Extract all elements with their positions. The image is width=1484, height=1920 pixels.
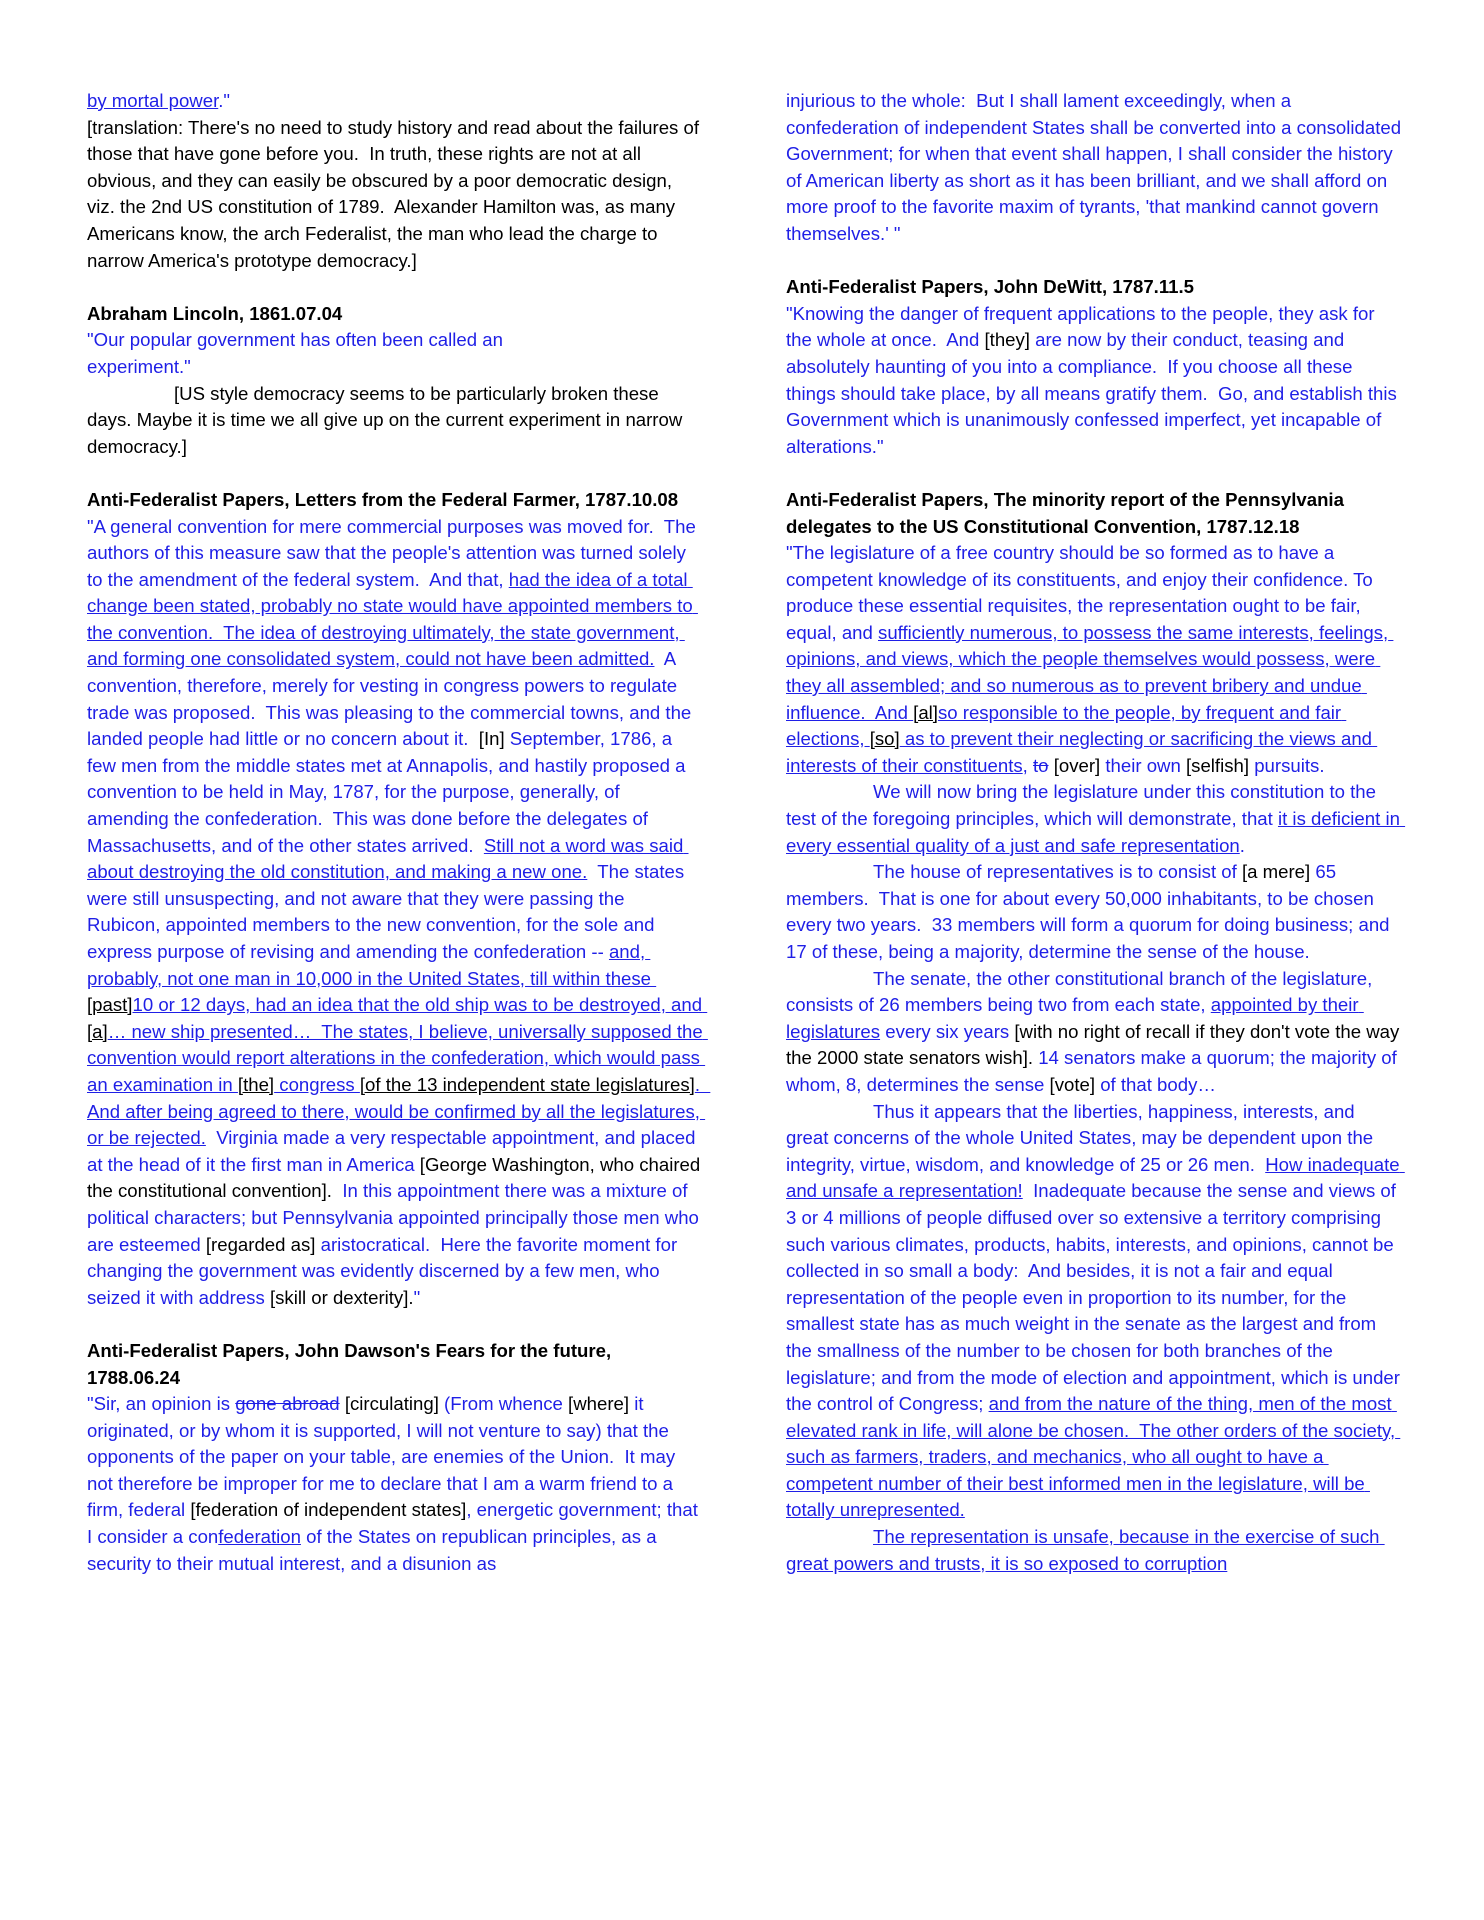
commentary-text: [US style democracy seems to be particularly broken these days. Maybe it is time we all give up on the current experiment in narrow democracy.] [87, 382, 688, 457]
quote-text: "Sir, an opinion is [87, 1393, 236, 1415]
quote-text: pursuits. [1249, 754, 1325, 776]
quote-text: … new ship presented… The states, I believe, universally supposed the convention would report alterations in the confederation, which would pass an examination in [87, 1020, 708, 1095]
commentary-text: [al] [913, 701, 938, 723]
commentary-text: [they] [984, 329, 1030, 351]
quote-text: of that body… [1095, 1073, 1216, 1095]
commentary-text: [the] [237, 1073, 275, 1095]
quote-text: by mortal power [87, 90, 219, 111]
section-heading: Anti-Federalist Papers, The minority report of the Pennsylvania delegates to the US Constitutional Convention, 1787.12.18 [786, 488, 1350, 537]
quote-text: How inadequate and unsafe a representation! [786, 1153, 1405, 1202]
commentary-text: [where] [568, 1393, 630, 1415]
quote-text: The house of representatives is to consist of [873, 861, 1242, 883]
quote-text: to [1033, 754, 1049, 776]
quote-text: "A general convention for mere commercial purposes was moved for. The authors of this measure saw that the people's attention was turned solely to the amendment of the federal system. And that, [87, 515, 701, 590]
quote-text: " [413, 1286, 421, 1308]
quote-text: and, probably, not one man in 10,000 in the United States, till within these [87, 941, 657, 989]
paragraph [786, 1099, 1406, 1525]
quote-text: In this appointment there was a mixture of political characters; but Pennsylvania appointed principally those men who are esteemed [87, 1180, 705, 1255]
quote-text: sufficiently numerous, to possess the same interests, feelings, opinions, and views, which the people themselves would possess, were they all assembled; and so numerous as to prevent bribery and undue influence. And [786, 621, 1394, 723]
quote-text: are now by their conduct, teasing and absolutely haunting of you into a compliance. If you choose all these things should take place, by all means gratify them. Go, and establish this Government which is unanimously confessed imperfect, yet incapable of alterations." [786, 329, 1402, 457]
commentary-text: [circulating] [339, 1393, 439, 1415]
paragraph [786, 88, 1407, 248]
commentary-text: [a] [87, 1020, 108, 1042]
section-heading: Abraham Lincoln, 1861.07.04 [87, 302, 343, 324]
quote-text: The senate, the other constitutional branch of the legislature, consists of 26 members being two from each state, [786, 967, 1378, 1016]
quote-text: September, 1786, a few men from the middle states met at Annapolis, and hastily proposed a convention to be held in May, 1787, for the purpose, generally, of amending the confederation. This was done before the delegates of Massachusetts, and of the other states arrived. [87, 728, 691, 856]
quote-text: (From whence [438, 1393, 569, 1415]
quote-text: "The legislature of a free country should be so formed as to have a competent knowledge of its constituents, and enjoy their confidence. To produce these essential requisites, the representation ought to be fair, equal, and [786, 542, 1378, 643]
paragraph [87, 514, 711, 1312]
quote-text: ." [218, 90, 231, 111]
commentary-text: [with no right of recall if they don't vote the way the 2000 state senators wish]. [786, 1020, 1405, 1069]
quote-text: and from the nature of the thing, men of the most elevated rank in life, will alone be chosen. The other orders of the society, such as farmers, traders, and mechanics, who all ought to have a competent number of their best informed men in the legislature, will be totally unrepresented. [786, 1393, 1401, 1521]
quote-text: had the idea of a total change been stated, probably no state would have appointed members to the convention. The idea of destroying ultimately, the state government, and forming one consolidated system, could not have been admitted. [87, 568, 698, 670]
quote-text: it is deficient in every essential quality of a just and safe representation [786, 808, 1406, 856]
quote-text: . [1239, 834, 1245, 856]
paragraph [87, 88, 703, 115]
paragraph [87, 115, 703, 275]
paragraph [786, 859, 1402, 965]
quote-text: appointed by their legislatures [786, 994, 1364, 1042]
quote-text: every six years [880, 1020, 1015, 1042]
quote-text: The representation is unsafe, because in the exercise of such great powers and trusts, it is so exposed to corruption [786, 1526, 1385, 1574]
quote-text: Still not a word was said about destroying the old constitution, and making a new one. [87, 834, 689, 883]
quote-text: , [1022, 754, 1034, 776]
quote-text: gone abroad [235, 1393, 340, 1415]
commentary-text: [In] [478, 728, 505, 750]
right-column [786, 88, 1407, 1577]
quote-text: aristocratical. Here the favorite moment for changing the government was evidently discerned by a few men, who seized it with address [87, 1233, 683, 1308]
paragraph [87, 327, 703, 380]
paragraph [786, 1524, 1402, 1577]
section-heading: Anti-Federalist Papers, John DeWitt, 1787.11.5 [786, 276, 1194, 298]
quote-text: The states were still unsuspecting, and not aware that they were passing the Rubicon, appointed members to the new convention, for the sole and express purpose of revising and amending the confederation -- [87, 861, 690, 962]
quote-text: Virginia made a very respectable appointment, and placed at the head of it the first man in America [87, 1127, 701, 1175]
quote-text: 14 senators make a quorum; the majority of whom, 8, determines the sense [786, 1047, 1402, 1095]
paragraph [786, 966, 1405, 1099]
quote-text: as to prevent their neglecting or sacrificing the views and interests of their constituents [786, 728, 1378, 776]
commentary-text: [of the 13 independent state legislatures] [359, 1073, 695, 1095]
left-column [87, 88, 711, 1577]
commentary-text: [a mere] [1241, 861, 1311, 883]
section-heading: Anti-Federalist Papers, John Dawson's Fears for the future, 1788.06.24 [87, 1339, 617, 1388]
quote-text: Thus it appears that the liberties, happiness, interests, and great concerns of the whole United States, may be dependent upon the integrity, virtue, wisdom, and knowledge of 25 or 26 men. [786, 1100, 1379, 1175]
quote-text: 10 or 12 days, had an idea that the old ship was to be destroyed, and [132, 994, 708, 1016]
commentary-text: [skill or dexterity]. [269, 1286, 414, 1308]
commentary-text: [federation of independent states] [190, 1499, 467, 1521]
paragraph [786, 301, 1402, 461]
quote-text: Inadequate because the sense and views of 3 or 4 millions of people diffused over so extensive a territory comprising such various climates, products, habits, interests, and opinions, cannot be collected in so small a body: And besides, it is not a fair and equal representation of the people even in proportion to its number, for the smallest state has as much weight in the senate as the largest and from the smallness of the number to be chosen for both branches of the legislature; and from the mode of election and appointment, which is under the control of Congress; [786, 1180, 1406, 1415]
quote-text: congress [274, 1073, 360, 1095]
commentary-text: [over] [1053, 754, 1101, 776]
quote-text: their own [1100, 754, 1186, 776]
quote-text: it originated, or by whom it is supported, I will not venture to say) that the opponents of the paper on your table, are enemies of the Union. It may not therefore be improper for me to declare that I am a warm friend to a firm, federal [87, 1393, 681, 1521]
commentary-text: [translation: There's no need to study history and read about the failures of those that have gone before you. In truth, these rights are not at all obvious, and they can easily be obscured by a poor democratic design, viz. the 2nd US constitution of 1789. Alexander Hamilton was, as many Americans know, the arch Federalist, the man who lead the charge to narrow America's prototype democracy.] [87, 116, 705, 271]
section-heading: Anti-Federalist Papers, Letters from the Federal Farmer, 1787.10.08 [87, 488, 679, 510]
paragraph [87, 1391, 703, 1577]
commentary-text: [past] [87, 994, 133, 1016]
commentary-text: [so] [869, 728, 900, 750]
commentary-text: [regarded as] [205, 1233, 316, 1255]
commentary-text: [selfish] [1186, 754, 1250, 776]
quote-text: injurious to the whole: But I shall lament exceedingly, when a confederation of independent States shall be converted into a consolidated Government; for when that event shall happen, I shall consider the history of American liberty as short as it has been brilliant, and we shall afford on more proof to the favorite maxim of tyrants, 'that mankind cannot govern themselves.' " [786, 90, 1407, 244]
quote-text: . And after being agreed to there, would be confirmed by all the legislatures, or be rejected. [87, 1073, 711, 1149]
quote-text: We will now bring the legislature under this constitution to the test of the foregoing principles, which will demonstrate, that [786, 781, 1382, 830]
commentary-text: [George Washington, who chaired the constitutional convention]. [87, 1153, 706, 1202]
quote-text: so responsible to the people, by frequent and fair elections, [786, 701, 1347, 750]
quote-text: 65 members. That is one for about every 50,000 inhabitants, to be chosen every two years. 33 members will form a quorum for doing business; and 17 of these, being a majority, determine the sense of the house. [786, 861, 1395, 962]
quote-text: of the States on republican principles, as a security to their mutual interest, and a disunion as [87, 1526, 662, 1574]
quote-text: "Knowing the danger of frequent applications to the people, they ask for the whole at once. And [786, 302, 1380, 351]
paragraph [87, 381, 703, 461]
quote-text: A convention, therefore, merely for vesting in congress powers to regulate trade was proposed. This was pleasing to the commercial towns, and the landed people had little or no concern about it. [87, 648, 697, 750]
quote-text: , energetic government; that I consider a con [87, 1499, 704, 1548]
quote-text: "Our popular government has often been called an experiment." [87, 329, 503, 377]
quote-text: federation [218, 1526, 301, 1548]
paragraph [786, 540, 1402, 779]
paragraph [786, 779, 1406, 859]
commentary-text: [vote] [1049, 1073, 1096, 1095]
